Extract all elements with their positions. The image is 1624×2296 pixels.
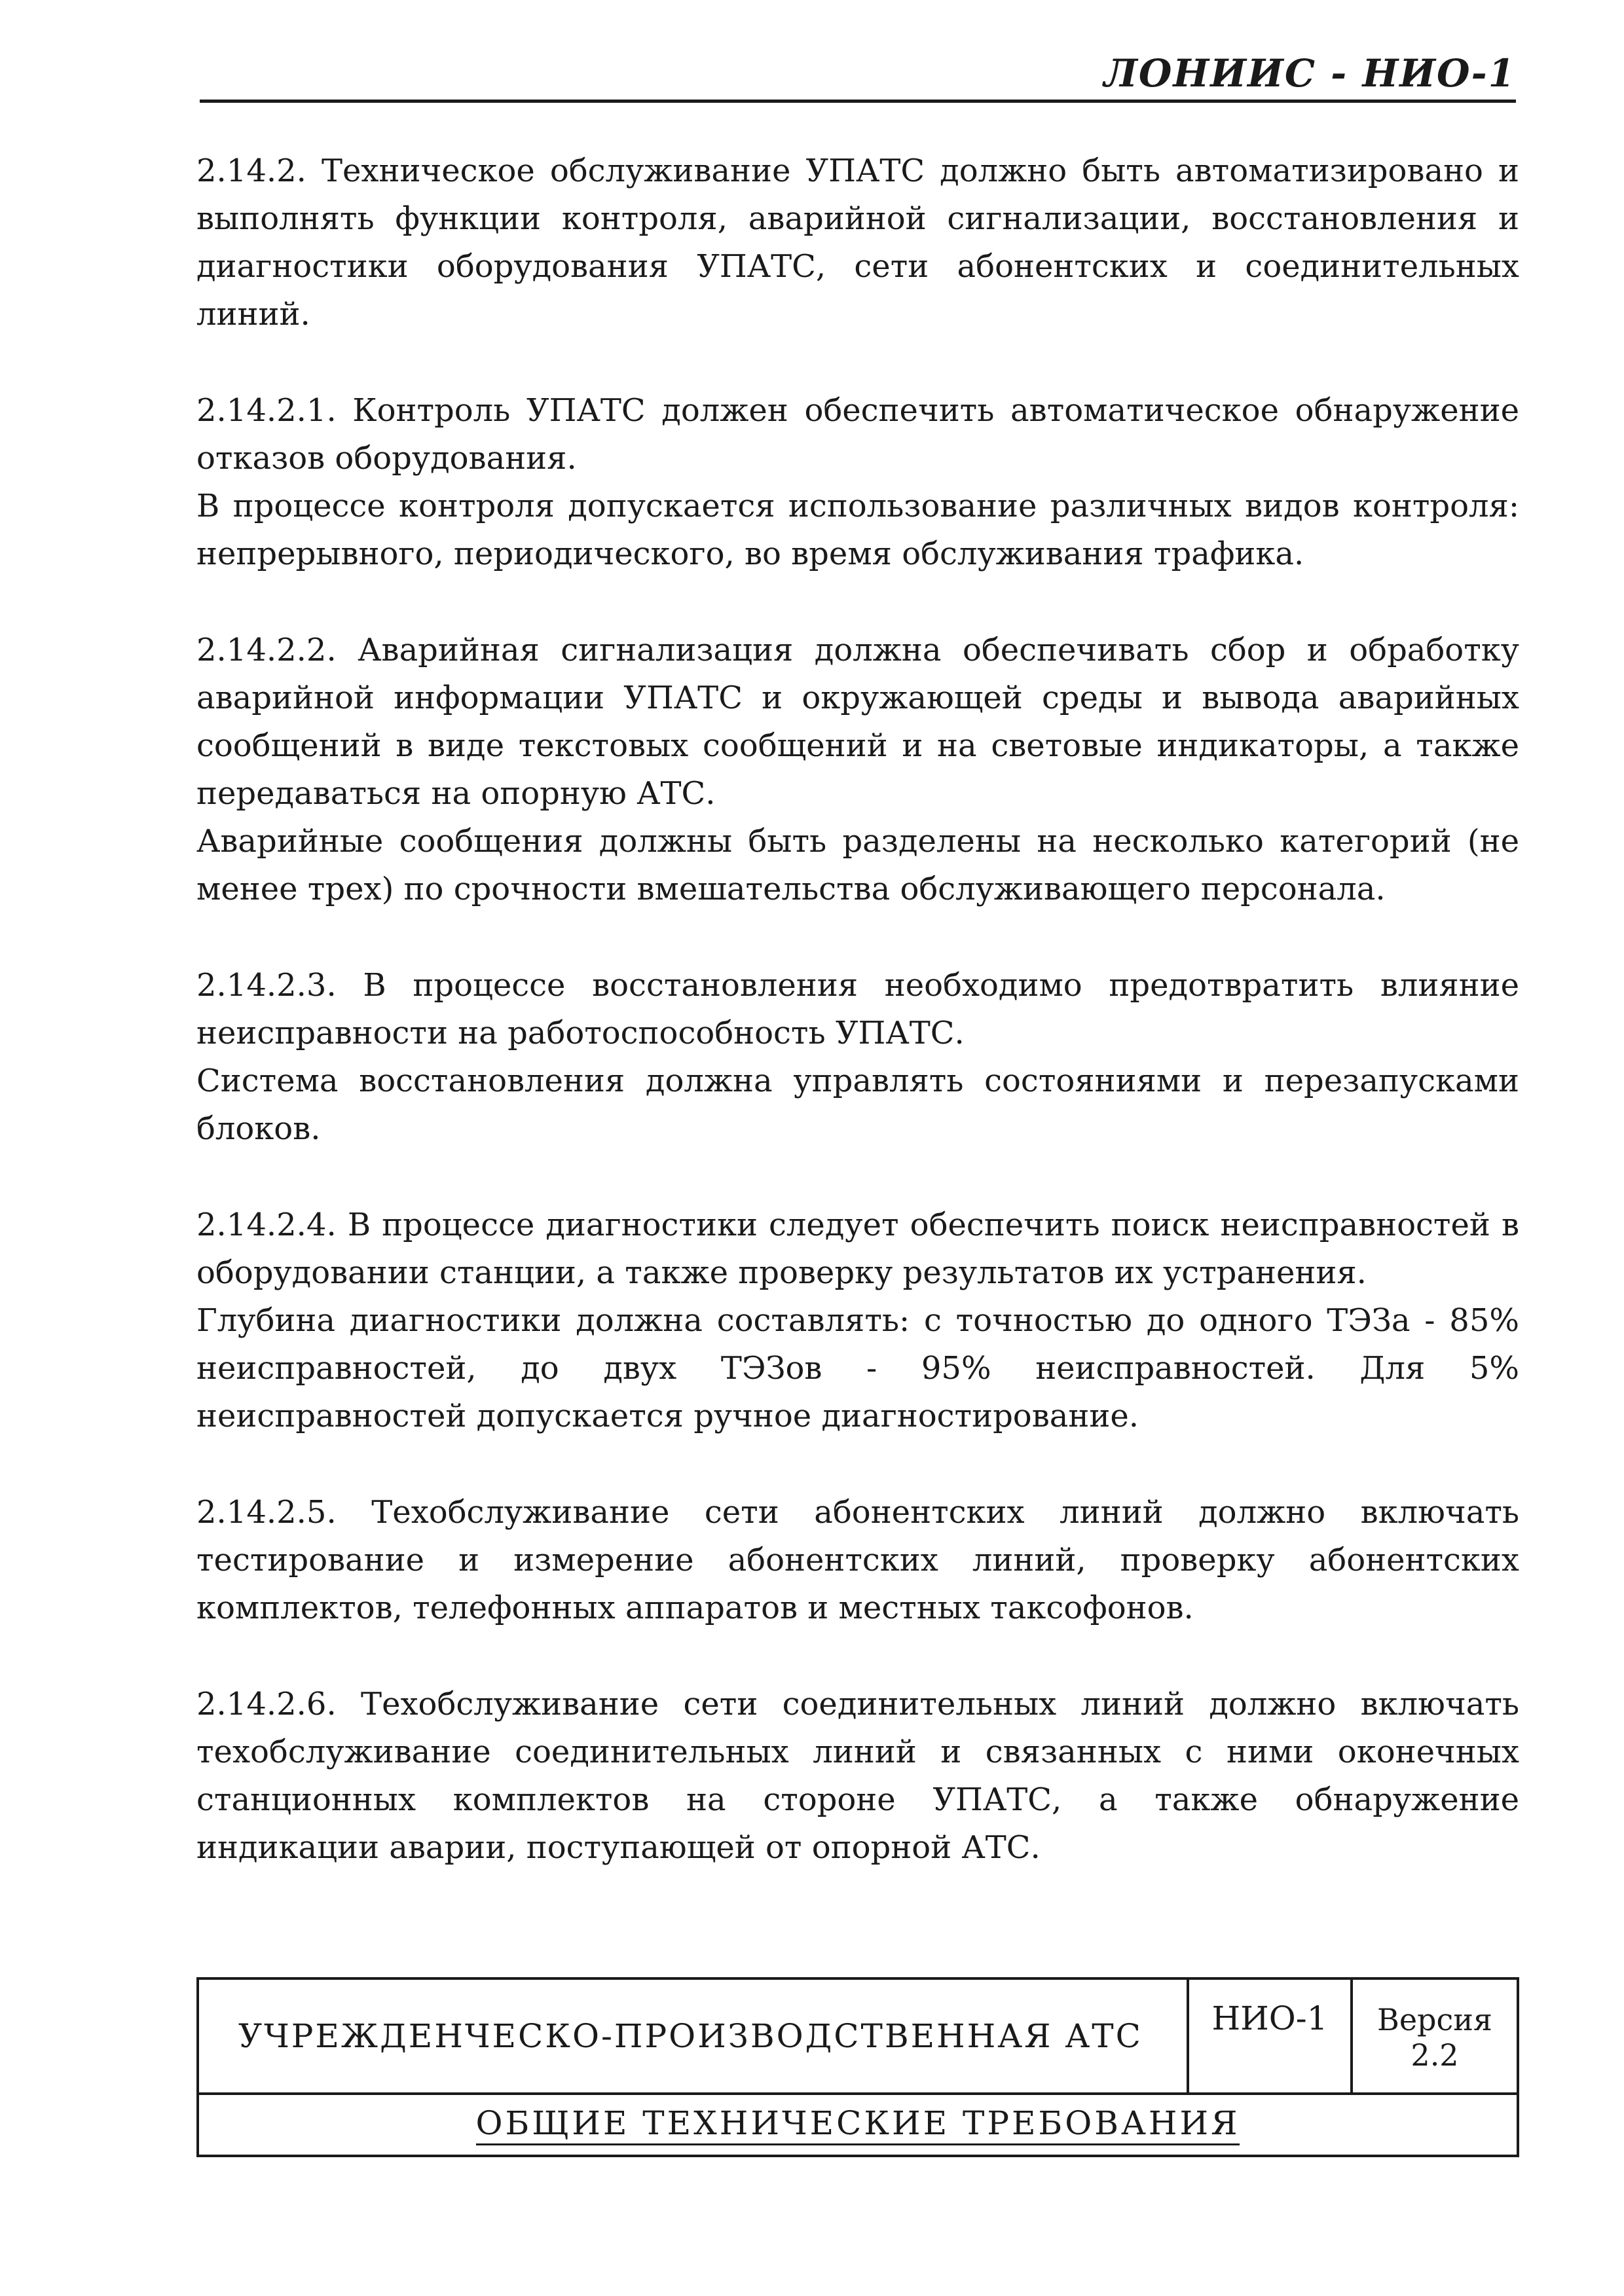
title-block-row	[196, 1977, 1519, 2095]
section-2-14-2-1	[196, 387, 1519, 578]
version-cell	[1353, 1980, 1517, 2092]
paragraph: В процессе контроля допускается использование различных видов контроля: непрерывного, периодического, во время обслуживания трафика.	[196, 488, 1519, 572]
section-2-14-2-3	[196, 962, 1519, 1153]
document-body	[196, 147, 1519, 1920]
title-block	[196, 1977, 1519, 2157]
document-code: НИО-1	[1189, 1980, 1353, 2092]
section-2-14-2-6	[196, 1681, 1519, 1872]
paragraph: 2.14.2.3. В процессе восстановления необходимо предотвратить влияние неисправности на работоспособность УПАТС.	[196, 967, 1519, 1051]
header-rule	[200, 100, 1516, 103]
paragraph: 2.14.2.5. Техобслуживание сети абонентских линий должно включать тестирование и измерение абонентских линий, проверку абонентских комплектов, телефонных аппаратов и местных таксофонов.	[196, 1494, 1519, 1626]
page-header	[200, 46, 1516, 105]
section-2-14-2	[196, 147, 1519, 338]
paragraph: Глубина диагностики должна составлять: с точностью до одного ТЭЗа - 85% неисправностей, до двух ТЭЗов - 95% неисправностей. Для 5% неисправностей допускается ручное диагностирование.	[196, 1302, 1519, 1434]
paragraph: 2.14.2.4. В процессе диагностики следует обеспечить поиск неисправностей в оборудовании станции, а также проверку результатов их устранения.	[196, 1207, 1519, 1291]
paragraph: 2.14.2.1. Контроль УПАТС должен обеспечить автоматическое обнаружение отказов оборудования.	[196, 392, 1519, 477]
paragraph: Система восстановления должна управлять состояниями и перезапусками блоков.	[196, 1063, 1519, 1147]
paragraph: 2.14.2.6. Техобслуживание сети соединительных линий должно включать техобслуживание соединительных линий и связанных с ними оконечных станционных комплектов на стороне УПАТС, а также обнаружение индикации аварии, поступающей от опорной АТС.	[196, 1686, 1519, 1866]
paragraph: 2.14.2.2. Аварийная сигнализация должна обеспечивать сбор и обработку аварийной информации УПАТС и окружающей среды и вывода аварийных сообщений в виде текстовых сообщений и на световые индикаторы, а также передаваться на опорную АТС.	[196, 632, 1519, 812]
version-value: 2.2	[1411, 2037, 1459, 2073]
section-2-14-2-5	[196, 1489, 1519, 1632]
header-title: ЛОНИИС - НИО-1	[1103, 51, 1516, 96]
document-title: УЧРЕЖДЕНЧЕСКО-ПРОИЗВОДСТВЕННАЯ АТС	[199, 1980, 1189, 2092]
version-label: Версия	[1377, 2002, 1492, 2037]
section-2-14-2-2	[196, 627, 1519, 913]
document-subtitle: ОБЩИЕ ТЕХНИЧЕСКИЕ ТРЕБОВАНИЯ	[476, 2104, 1240, 2145]
paragraph: 2.14.2. Техническое обслуживание УПАТС должно быть автоматизировано и выполнять функции контроля, аварийной сигнализации, восстановления и диагностики оборудования УПАТС, сети абонентских и соединительных линий.	[196, 153, 1519, 333]
document-subtitle-row	[196, 2095, 1519, 2157]
section-2-14-2-4	[196, 1201, 1519, 1440]
paragraph: Аварийные сообщения должны быть разделены на несколько категорий (не менее трех) по срочности вмешательства обслуживающего персонала.	[196, 823, 1519, 907]
